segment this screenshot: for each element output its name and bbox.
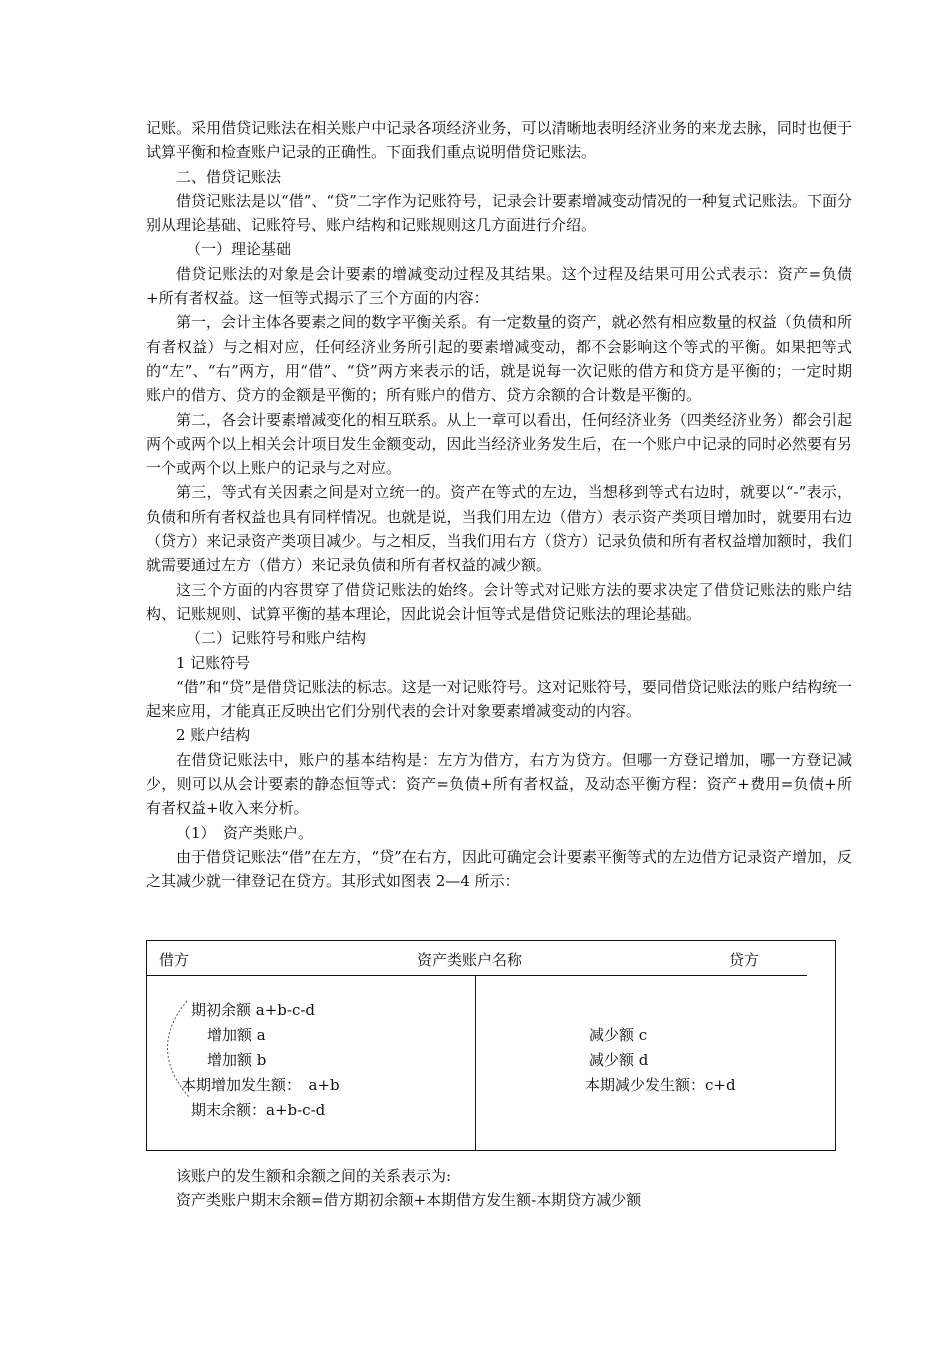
body-text — [146, 116, 852, 894]
credit-header: 贷方 — [729, 951, 760, 969]
period-decrease-total: 本期减少发生额：c+d — [585, 1076, 736, 1094]
paragraph: 借贷记账法的对象是会计要素的增减变动过程及其结果。这个过程及结果可用公式表示：资产=负债+所有者权益。这一恒等式揭示了三个方面的内容： — [146, 264, 852, 308]
paragraph: 借贷记账法是以“借”、“贷”二字作为记账符号，记录会计要素增减变动情况的一种复式记账法。下面分别从理论基础、记账符号、账户结构和记账规则这几方面进行介绍。 — [146, 191, 852, 235]
t-account-diagram — [146, 940, 836, 1151]
section-heading: 二、借贷记账法 — [176, 167, 282, 186]
formula-line: 资产类账户期末余额=借方期初余额+本期借方发生额-本期贷方减少额 — [176, 1191, 642, 1210]
bracket-arc — [147, 941, 837, 1152]
debit-header: 借方 — [159, 951, 190, 969]
opening-balance: 期初余额 a+b-c-d — [191, 1001, 316, 1019]
item-heading: 2 账户结构 — [176, 726, 251, 745]
paragraph: 由于借贷记账法“借”在左方，“贷”在右方，因此可确定会计要素平衡等式的左边借方记录资产增加，反之其减少就一律登记在贷方。其形式如图表 2—4 所示： — [146, 847, 852, 891]
decrease-d: 减少额 d — [589, 1051, 649, 1069]
item-heading: 1 记账符号 — [176, 653, 251, 672]
period-increase-total: 本期增加发生额： a+b — [181, 1076, 340, 1094]
subsection-heading: （一）理论基础 — [186, 240, 292, 259]
increase-b: 增加额 b — [207, 1051, 267, 1069]
footer-text — [146, 1164, 852, 1213]
subsection-heading: （二）记账符号和账户结构 — [186, 629, 367, 648]
paragraph: 第一，会计主体各要素之间的数字平衡关系。有一定数量的资产，就必然有相应数量的权益（负债和所有者权益）与之相对应，任何经济业务所引起的要素增减变动，都不会影响这个等式的平衡。如果把等式的“左”、“右”两方，用“借”、“贷”两方来表示的话，就是说每一次记账的借方和贷方是平衡的；一定时期账户的借方、贷方的金额是平衡的；所有账户的借方、贷方余额的合计数是平衡的。 — [146, 313, 852, 405]
account-title: 资产类账户名称 — [417, 951, 523, 969]
increase-a: 增加额 a — [207, 1026, 266, 1044]
closing-balance: 期末余额：a+b-c-d — [191, 1101, 326, 1119]
paragraph: 记账。采用借贷记账法在相关账户中记录各项经济业务，可以清晰地表明经济业务的来龙去脉，同时也便于试算平衡和检查账户记录的正确性。下面我们重点说明借贷记账法。 — [146, 119, 852, 162]
paragraph: “借”和“贷”是借贷记账法的标志。这是一对记账符号。这对记账符号，要同借贷记账法的账户结构统一起来应用，才能真正反映出它们分别代表的会计对象要素增减变动的内容。 — [146, 677, 852, 721]
paragraph: 该账户的发生额和余额之间的关系表示为: — [176, 1167, 452, 1185]
paragraph: 第二，各会计要素增减变化的相互联系。从上一章可以看出，任何经济业务（四类经济业务）都会引起两个或两个以上相关会计项目发生金额变动，因此当经济业务发生后，在一个账户中记录的同时必然要有另一个或两个以上账户的记录与之对应。 — [146, 410, 852, 478]
item-heading: （1） 资产类账户。 — [176, 823, 314, 842]
paragraph: 在借贷记账法中，账户的基本结构是：左方为借方，右方为贷方。但哪一方登记增加，哪一方登记减少，则可以从会计要素的静态恒等式：资产=负债+所有者权益，及动态平衡方程：资产+费用=负债+所有者权益+收入来分析。 — [146, 750, 852, 818]
decrease-c: 减少额 c — [589, 1026, 648, 1044]
paragraph: 第三，等式有关因素之间是对立统一的。资产在等式的左边，当想移到等式右边时，就要以“-”表示，负债和所有者权益也具有同样情况。也就是说，当我们用左边（借方）表示资产类项目增加时，就要用右边（贷方）来记录资产类项目减少。与之相反，当我们用右方（贷方）记录负债和所有者权益增加额时，我们就需要通过左方（借方）来记录负债和所有者权益的减少额。 — [146, 483, 852, 575]
paragraph: 这三个方面的内容贯穿了借贷记账法的始终。会计等式对记账方法的要求决定了借贷记账法的账户结构、记账规则、试算平衡的基本理论，因此说会计恒等式是借贷记账法的理论基础。 — [146, 580, 852, 623]
